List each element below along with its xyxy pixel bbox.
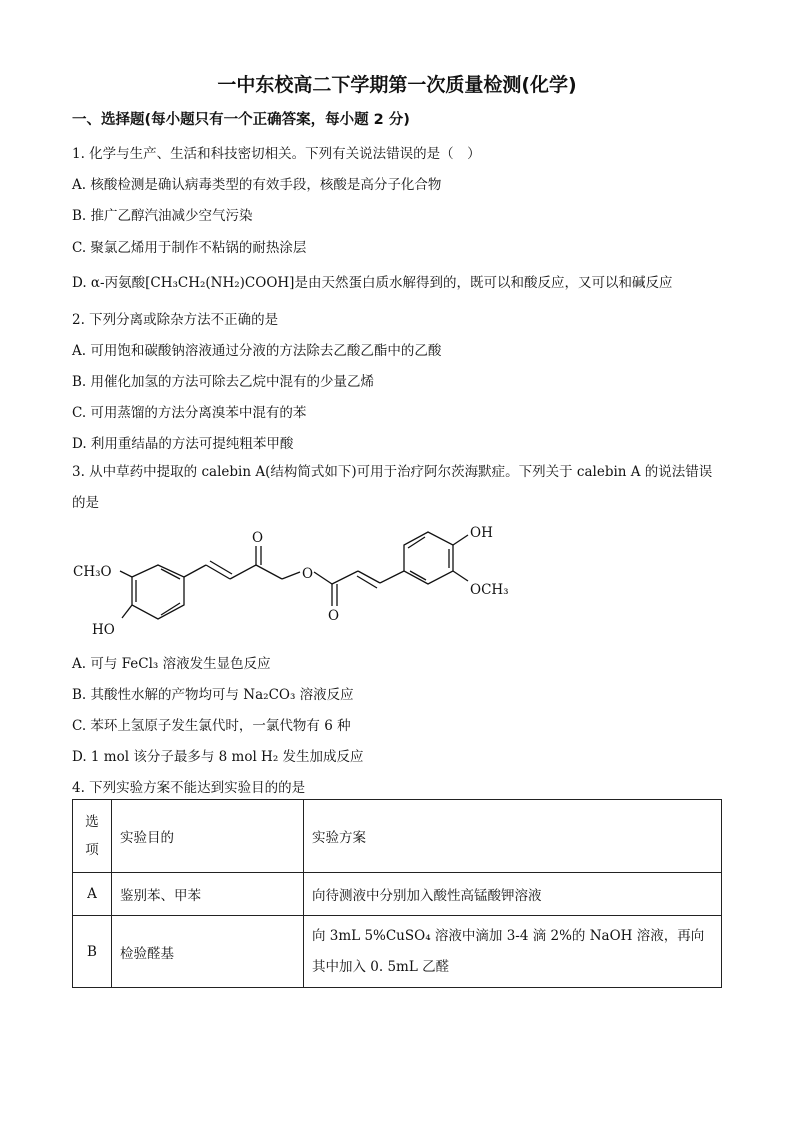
q1-option-d-prefix: D. α-丙氨酸[ [72, 275, 151, 291]
q3-option-b: B. 其酸性水解的产物均可与 Na₂CO₃ 溶液反应 [72, 687, 354, 703]
q3-option-d: D. 1 mol 该分子最多与 8 mol H₂ 发生加成反应 [72, 749, 364, 765]
right-benzene-ring [404, 532, 453, 584]
carbonyl-oxygen-label: O [328, 608, 340, 624]
q1-option-c: C. 聚氯乙烯用于制作不粘锅的耐热涂层 [72, 240, 307, 256]
row-a-purpose: 鉴别苯、甲苯 [112, 873, 304, 916]
q3-option-c: C. 苯环上氢原子发生氯代时，一氯代物有 6 种 [72, 718, 351, 734]
ketone-oxygen-label: O [252, 530, 264, 546]
row-a-option: A [73, 873, 112, 916]
q1-stem: 1. 化学与生产、生活和科技密切相关。下列有关说法错误的是（ ） [72, 146, 481, 162]
q1-option-d [72, 271, 672, 291]
hydroxyl-label-left: HO [92, 622, 115, 638]
q2-option-a: A. 可用饱和碳酸钠溶液通过分液的方法除去乙酸乙酯中的乙酸 [72, 343, 442, 359]
q1-option-a: A. 核酸检测是确认病毒类型的有效手段，核酸是高分子化合物 [72, 177, 442, 193]
q4-stem: 4. 下列实验方案不能达到实验目的的是 [72, 780, 306, 796]
header-option: 选项 [73, 800, 112, 873]
table-row [73, 873, 722, 916]
left-benzene-ring [132, 565, 184, 619]
table-header-row [73, 800, 722, 873]
ester-oxygen-label: O [302, 566, 314, 582]
q3-option-a: A. 可与 FeCl₃ 溶液发生显色反应 [72, 656, 271, 672]
q2-option-b: B. 用催化加氢的方法可除去乙烷中混有的少量乙烯 [72, 374, 375, 390]
q4-table [72, 799, 722, 988]
hydroxyl-label-right: OH [470, 525, 493, 541]
section-heading: 一、选择题(每小题只有一个正确答案，每小题 2 分) [72, 112, 410, 128]
page-title: 一中东校高二下学期第一次质量检测(化学) [217, 74, 577, 96]
row-a-plan: 向待测液中分别加入酸性高锰酸钾溶液 [304, 873, 722, 916]
q2-option-d: D. 利用重结晶的方法可提纯粗苯甲酸 [72, 436, 294, 452]
methoxy-label-right: OCH₃ [470, 582, 509, 598]
q1-option-b: B. 推广乙醇汽油减少空气污染 [72, 208, 253, 224]
header-purpose: 实验目的 [112, 800, 304, 873]
table-row [73, 916, 722, 988]
row-b-plan: 向 3mL 5%CuSO₄ 溶液中滴加 3-4 滴 2%的 NaOH 溶液，再向其中加入 0. 5mL 乙醛 [304, 916, 722, 988]
header-plan: 实验方案 [304, 800, 722, 873]
methoxy-label-left: CH₃O [73, 564, 112, 580]
row-b-purpose: 检验醛基 [112, 916, 304, 988]
calebin-a-structure [70, 522, 540, 642]
q2-option-c: C. 可用蒸馏的方法分离溴苯中混有的苯 [72, 405, 307, 421]
q1-option-d-suffix: ]是由天然蛋白质水解得到的，既可以和酸反应，又可以和碱反应 [289, 275, 673, 291]
alanine-formula: CH₃CH₂(NH₂)COOH [150, 275, 290, 291]
row-b-option: B [73, 916, 112, 988]
q3-stem: 3. 从中草药中提取的 calebin A(结构简式如下)可用于治疗阿尔茨海默症。下列关于 calebin A 的说法错误的是 [72, 464, 713, 511]
q2-stem: 2. 下列分离或除杂方法不正确的是 [72, 312, 279, 328]
